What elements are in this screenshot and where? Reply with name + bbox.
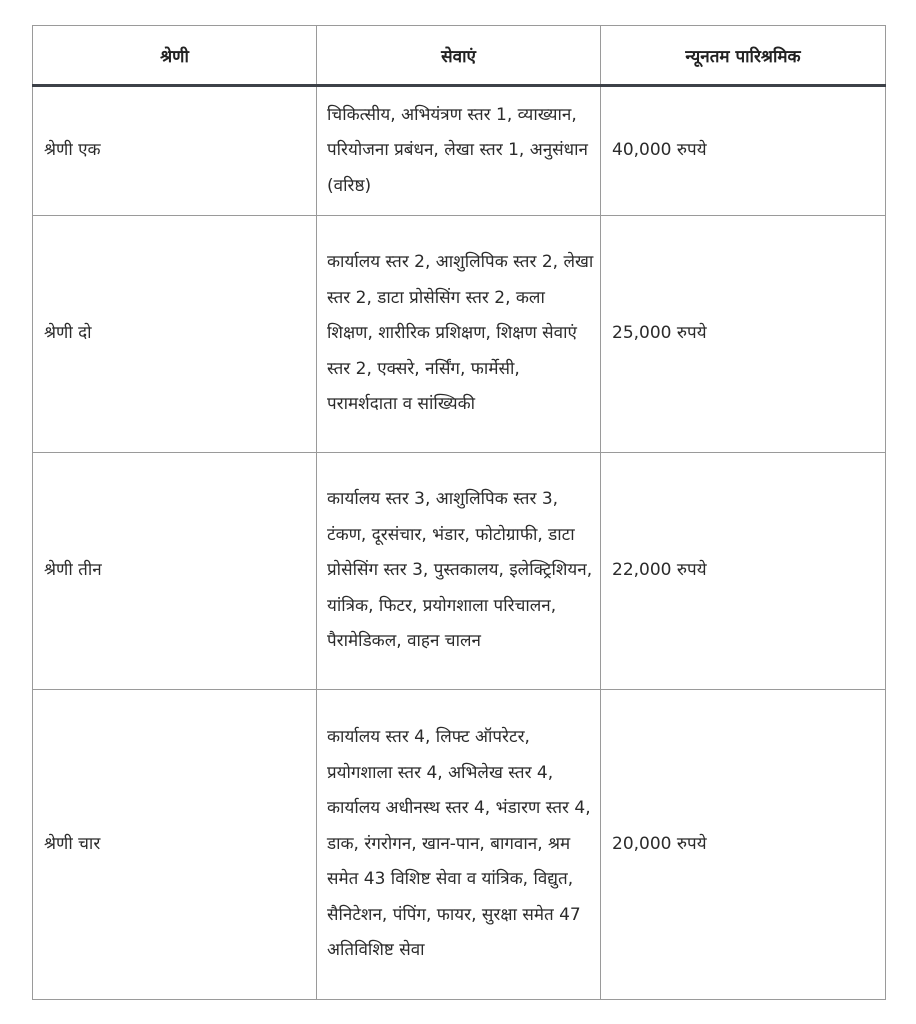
table-row — [33, 86, 886, 216]
header-category: श्रेणी — [33, 26, 317, 86]
table-body — [33, 86, 886, 1000]
services-cell: कार्यालय स्तर 4, लिफ्ट ऑपरेटर, प्रयोगशाला स्तर 4, अभिलेख स्तर 4, कार्यालय अधीनस्थ स्तर 4, भंडारण स्तर 4, डाक, रंगरोगन, खान-पान, बागवान, श्रम समेत 43 विशिष्ट सेवा व यांत्रिक, विद्युत, सैनिटेशन, पंपिंग, फायर, सुरक्षा समेत 47 अतिविशिष्ट सेवा — [317, 690, 601, 1000]
wage-cell: 20,000 रुपये — [601, 690, 886, 1000]
services-cell: कार्यालय स्तर 3, आशुलिपिक स्तर 3, टंकण, दूरसंचार, भंडार, फोटोग्राफी, डाटा प्रोसेसिंग स्तर 3, पुस्तकालय, इलेक्ट्रिशियन, यांत्रिक, फिटर, प्रयोगशाला परिचालन, पैरामेडिकल, वाहन चालन — [317, 453, 601, 690]
header-row — [33, 26, 886, 86]
category-cell: श्रेणी एक — [33, 86, 317, 216]
category-cell: श्रेणी तीन — [33, 453, 317, 690]
services-cell: चिकित्सीय, अभियंत्रण स्तर 1, व्याख्यान, परियोजना प्रबंधन, लेखा स्तर 1, अनुसंधान (वरिष्ठ) — [317, 86, 601, 216]
header-minimum-wage: न्यूनतम पारिश्रमिक — [601, 26, 886, 86]
wage-cell: 25,000 रुपये — [601, 216, 886, 453]
wage-table — [32, 25, 886, 1000]
table-header — [33, 26, 886, 86]
table-row — [33, 453, 886, 690]
wage-cell: 40,000 रुपये — [601, 86, 886, 216]
table-row — [33, 690, 886, 1000]
wage-cell: 22,000 रुपये — [601, 453, 886, 690]
table-row — [33, 216, 886, 453]
header-services: सेवाएं — [317, 26, 601, 86]
category-cell: श्रेणी चार — [33, 690, 317, 1000]
services-cell: कार्यालय स्तर 2, आशुलिपिक स्तर 2, लेखा स्तर 2, डाटा प्रोसेसिंग स्तर 2, कला शिक्षण, शारीरिक प्रशिक्षण, शिक्षण सेवाएं स्तर 2, एक्सरे, नर्सिंग, फार्मेसी, परामर्शदाता व सांख्यिकी — [317, 216, 601, 453]
category-cell: श्रेणी दो — [33, 216, 317, 453]
